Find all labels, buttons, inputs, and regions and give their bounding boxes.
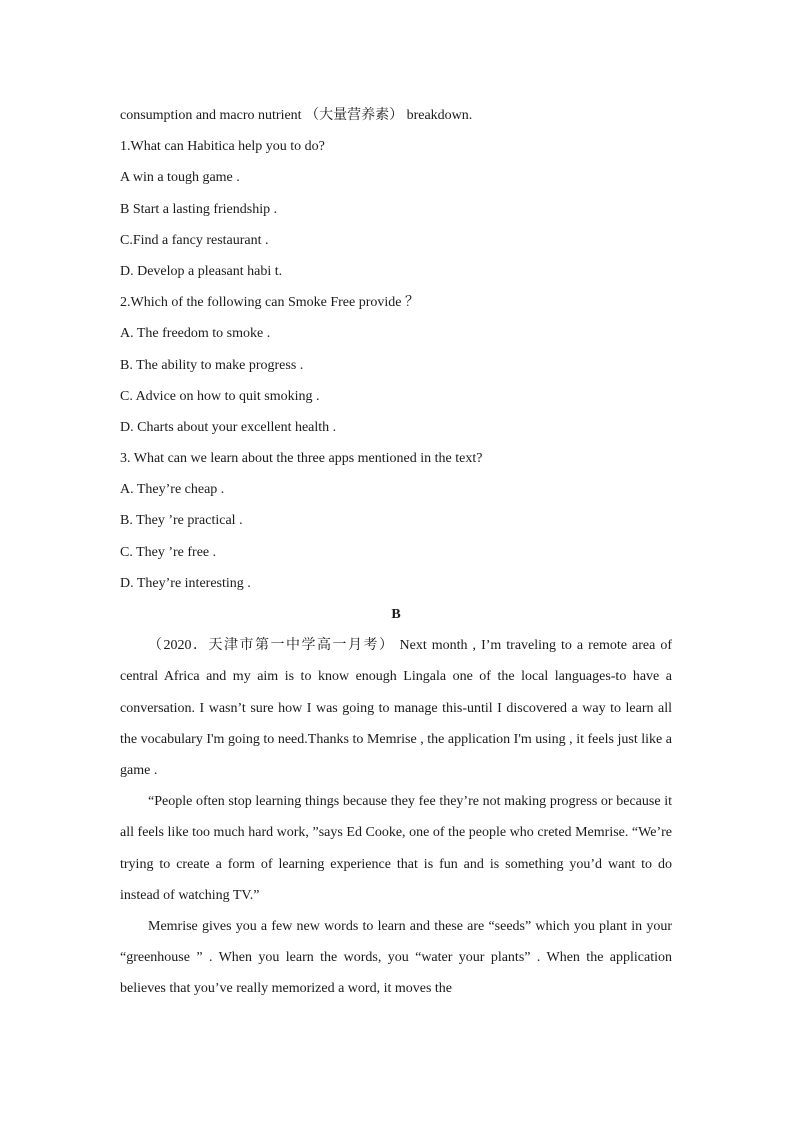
question-block-1 <box>120 131 672 287</box>
question-block-2 <box>120 287 672 443</box>
section-heading: B <box>391 607 401 622</box>
question-stem: 2.Which of the following can Smoke Free provide ？ <box>120 295 419 311</box>
answer-option-a: A. They’re cheap . <box>120 482 225 498</box>
passage-paragraph-1: （2020．天津市第一中学高一月考） Next month , I’m traveling to a remote area of central Africa and my aim is to know enough Lingala one of the local languages-to have a conversation. I wasn’t sure how I was going to manage this-until I discovered a way to learn all the vocabulary I'm going to need.Thanks to Memrise , the application I'm using , it feels just like a game . <box>120 638 672 778</box>
document-page <box>120 100 672 1005</box>
answer-option-d: D. Develop a pleasant habi t. <box>120 263 283 279</box>
intro-line: consumption and macro nutrient （大量营养素） breakdown. <box>120 108 473 123</box>
answer-option-b: B. The ability to make progress . <box>120 357 304 373</box>
passage-paragraph-2: “People often stop learning things because they fee they’re not making progress or because it all feels like too much hard work, ”says Ed Cooke, one of the people who creted Memrise. “We’re trying to create a form of learning experience that is fun and is something you’d want to do instead of watching TV.” <box>120 794 672 903</box>
answer-option-b: B. They ’re practical . <box>120 513 243 529</box>
answer-option-d: D. Charts about your excellent health . <box>120 419 337 435</box>
answer-option-c: C.Find a fancy restaurant . <box>120 232 269 248</box>
question-stem: 3. What can we learn about the three apps mentioned in the text? <box>120 451 483 467</box>
answer-option-b: B Start a lasting friendship . <box>120 201 278 217</box>
answer-option-a: A win a tough game . <box>120 170 240 186</box>
answer-option-d: D. They’re interesting . <box>120 575 251 591</box>
passage-paragraph-3: Memrise gives you a few new words to learn and these are “seeds” which you plant in your “greenhouse ” . When you learn the words, you “water your plants” . When the application believes that you’ve really memorized a word, it moves the <box>120 919 672 997</box>
answer-option-c: C. Advice on how to quit smoking . <box>120 388 320 404</box>
answer-option-c: C. They ’re free . <box>120 544 217 560</box>
question-stem: 1.What can Habitica help you to do? <box>120 139 325 155</box>
answer-option-a: A. The freedom to smoke . <box>120 326 271 342</box>
question-block-3 <box>120 443 672 599</box>
